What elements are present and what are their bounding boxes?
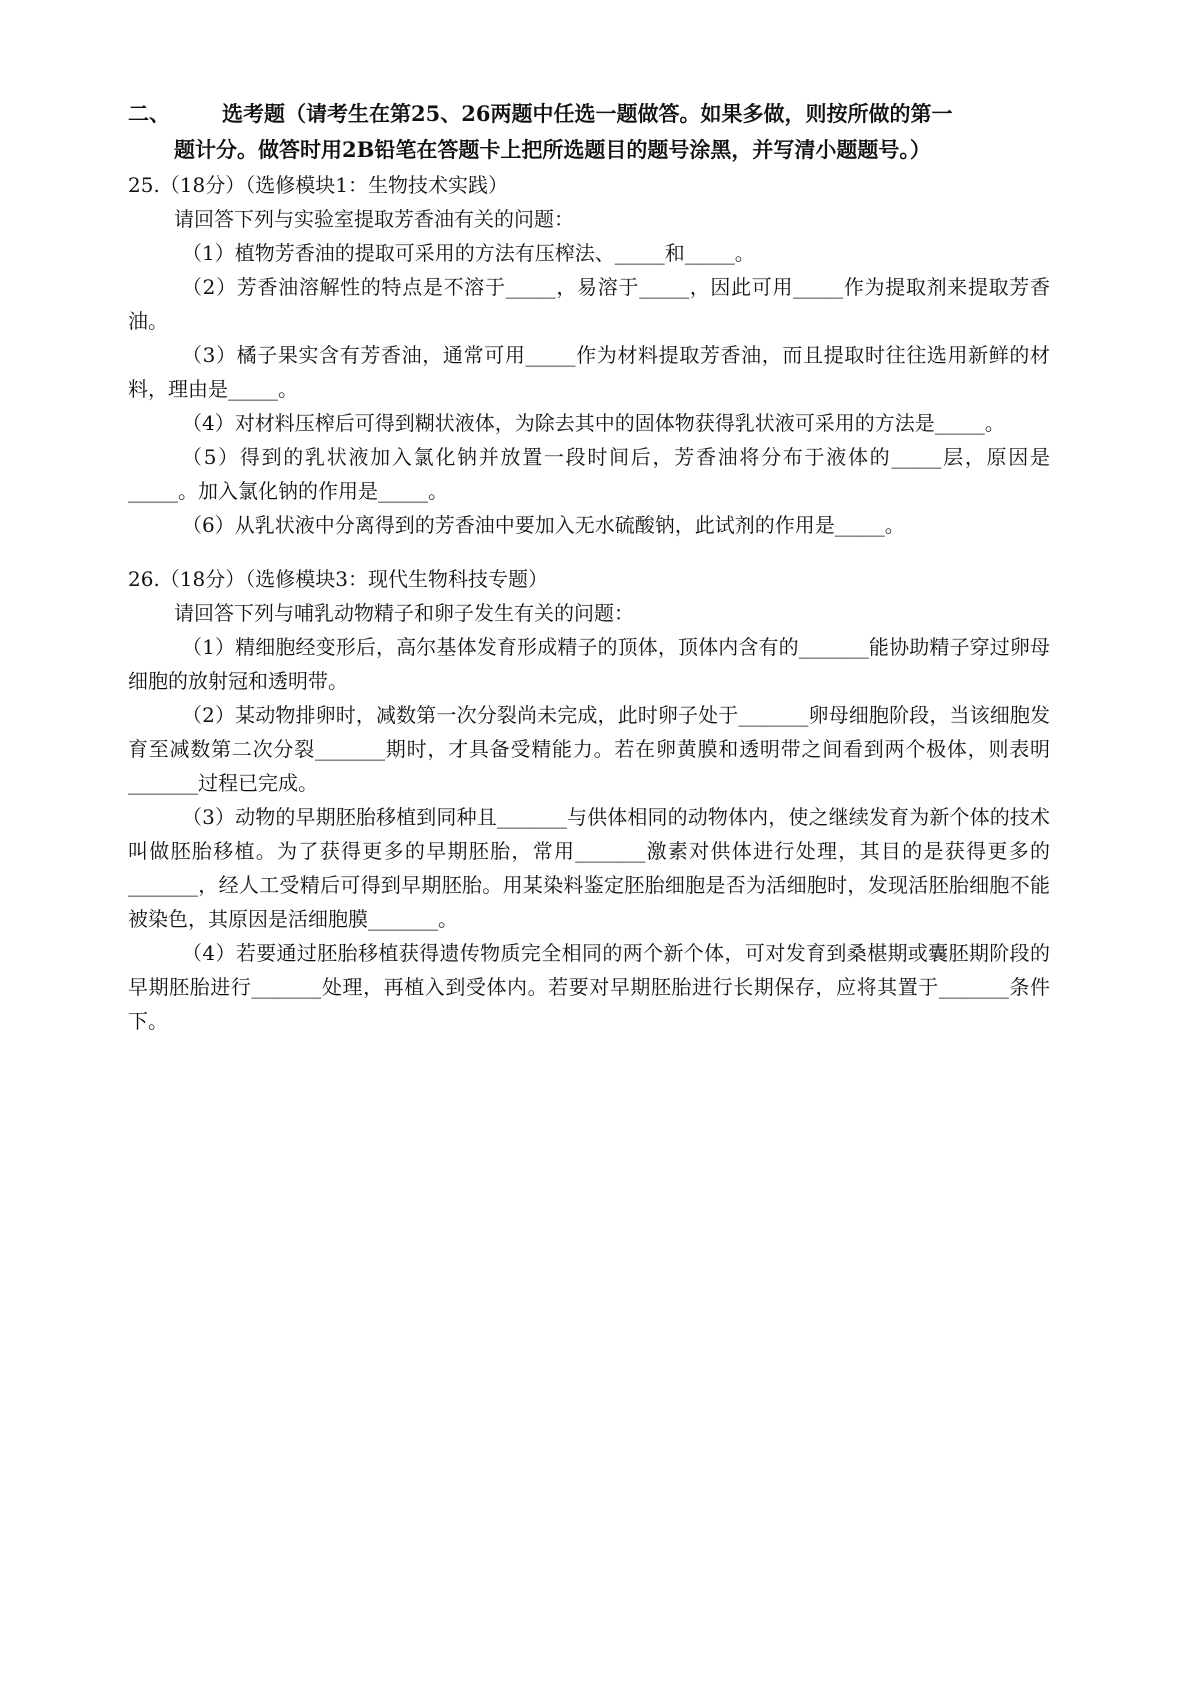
section-heading-line1 — [128, 96, 1050, 132]
section-heading — [128, 96, 1050, 168]
question-26 — [128, 562, 1050, 1038]
section-number: 二、 — [128, 101, 170, 126]
question-25-item-1: （1）植物芳香油的提取可采用的方法有压榨法、_____和_____。 — [182, 241, 755, 265]
question-25-item-6: （6）从乳状液中分离得到的芳香油中要加入无水硫酸钠，此试剂的作用是_____。 — [182, 513, 905, 537]
question-25-intro: 请回答下列与实验室提取芳香油有关的问题： — [174, 207, 574, 231]
question-26-item-4: （4）若要通过胚胎移植获得遗传物质完全相同的两个新个体，可对发育到桑椹期或囊胚期阶段的早期胚胎进行_______处理，再植入到受体内。若要对早期胚胎进行长期保存，应将其置于_______条件下。 — [128, 941, 1050, 1033]
question-25-item-4: （4）对材料压榨后可得到糊状液体，为除去其中的固体物获得乳状液可采用的方法是_____。 — [182, 411, 1005, 435]
question-25-item-3: （3）橘子果实含有芳香油，通常可用_____作为材料提取芳香油，而且提取时往往选用新鲜的材料，理由是_____。 — [128, 343, 1050, 401]
section-instructions-1: 选考题（请考生在第25、26两题中任选一题做答。如果多做，则按所做的第一 — [222, 101, 953, 126]
question-25-item-2: （2）芳香油溶解性的特点是不溶于_____，易溶于_____，因此可用_____作为提取剂来提取芳香油。 — [128, 275, 1050, 333]
question-26-title: 26.（18分）（选修模块3：现代生物科技专题） — [128, 567, 548, 591]
question-26-intro: 请回答下列与哺乳动物精子和卵子发生有关的问题： — [174, 601, 634, 625]
question-25-item-5: （5）得到的乳状液加入氯化钠并放置一段时间后，芳香油将分布于液体的_____层，原因是_____。加入氯化钠的作用是_____。 — [128, 445, 1050, 503]
question-25 — [128, 168, 1050, 542]
question-spacer — [128, 542, 1050, 562]
section-instructions-2: 题计分。做答时用2B铅笔在答题卡上把所选题目的题号涂黑，并写清小题题号。） — [174, 137, 931, 162]
question-26-item-3: （3）动物的早期胚胎移植到同种且_______与供体相同的动物体内，使之继续发育为新个体的技术叫做胚胎移植。为了获得更多的早期胚胎，常用_______激素对供体进行处理，其目的是获得更多的_______，经人工受精后可得到早期胚胎。用某染料鉴定胚胎细胞是否为活细胞时，发现活胚胎细胞不能被染色，其原因是活细胞膜_______。 — [128, 805, 1050, 931]
question-26-item-2: （2）某动物排卵时，减数第一次分裂尚未完成，此时卵子处于_______卵母细胞阶段，当该细胞发育至减数第二次分裂_______期时，才具备受精能力。若在卵黄膜和透明带之间看到两个极体，则表明_______过程已完成。 — [128, 703, 1050, 795]
question-25-title: 25.（18分）（选修模块1：生物技术实践） — [128, 173, 508, 197]
question-26-item-1: （1）精细胞经变形后，高尔基体发育形成精子的顶体，顶体内含有的_______能协助精子穿过卵母细胞的放射冠和透明带。 — [128, 635, 1050, 693]
